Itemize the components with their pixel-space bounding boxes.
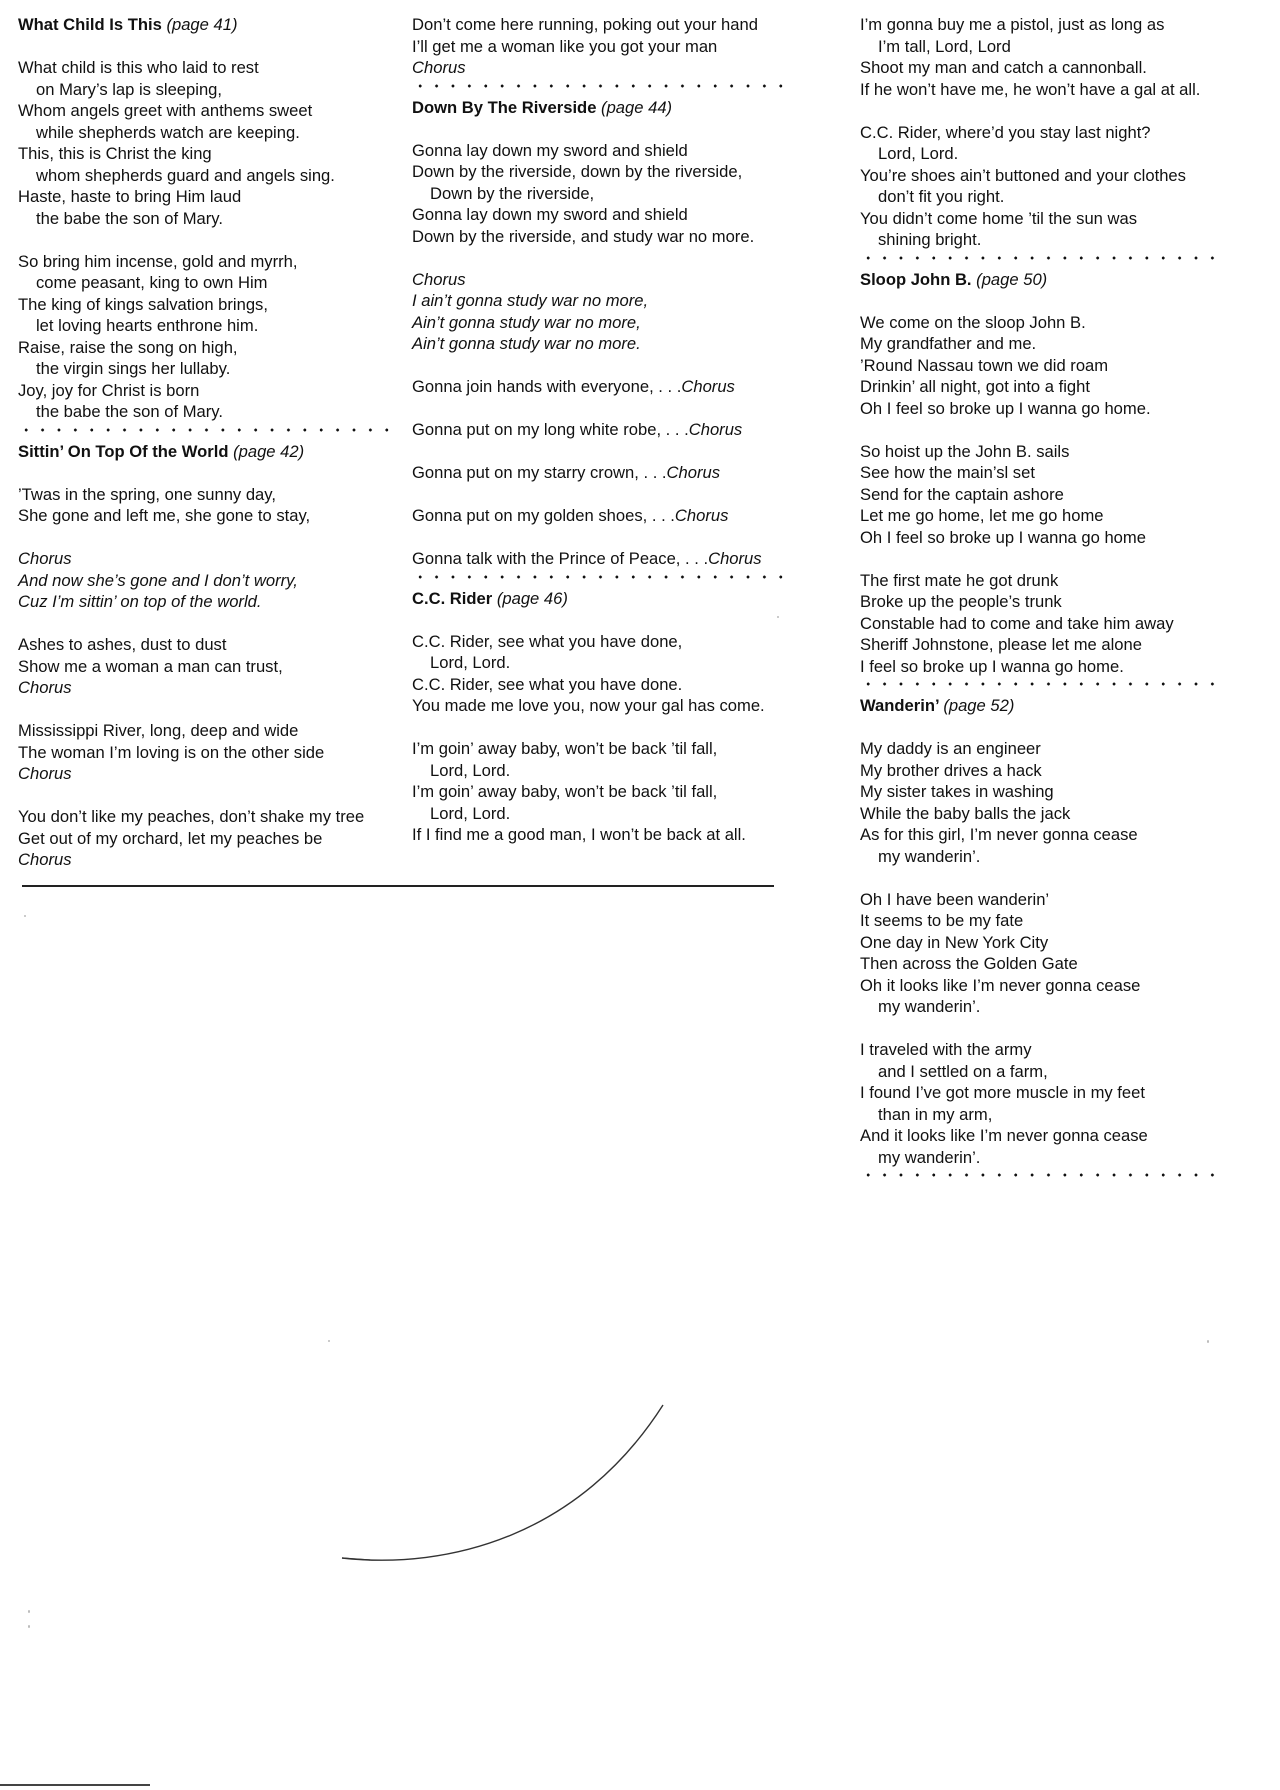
lyric-line [412,760,790,782]
song-title-text: Sloop John B. [860,269,972,289]
lyric-text: As for this girl, I’m never gonna cease [860,825,1138,844]
lyric-line [860,1125,1225,1147]
lyric-text: Constable had to come and take him away [860,613,1174,633]
lyric-text: ’Twas in the spring, one sunny day, [18,484,276,504]
lyric-text: Oh it looks like I’m never gonna cease [860,975,1141,995]
lyric-line [18,742,398,764]
chorus-line [18,677,398,699]
lyric-line [860,186,1225,208]
chorus-line [412,290,790,312]
lyric-text: This, this is Christ the king [18,144,212,163]
lyric-line [412,14,790,36]
lyric-line [860,355,1225,377]
page-reference: (page 50) [976,269,1048,289]
lyric-line [18,720,398,742]
lyric-text: Chorus [18,764,72,783]
page-reference: (page 42) [233,441,305,461]
lyric-text: I found I’ve got more muscle in my feet [860,1083,1145,1102]
lyric-line [860,570,1225,592]
lyric-line [860,634,1225,656]
stanza-gap [18,229,398,251]
lyric-text: the babe the son of Mary. [36,402,223,421]
song-lyrics [18,57,398,423]
lyric-text: Chorus [18,549,72,568]
lyric-line [18,484,398,506]
stanza-gap [412,484,790,506]
lyric-line [18,57,398,79]
page-reference: (page 41) [166,15,238,34]
dotted-separator [860,1172,1225,1178]
song-title [18,441,398,463]
stanza-gap [860,867,1225,889]
lyric-text: You’re shoes ain’t buttoned and your clothes [860,165,1186,185]
lyric-text: and I settled on a farm, [878,1061,1048,1081]
song-lyrics [412,14,790,79]
scan-speck [328,1340,330,1342]
chorus-reference: Chorus [674,506,729,525]
lyric-line [860,1147,1225,1169]
lyric-line [18,165,398,187]
lyric-line [860,932,1225,954]
lyric-text: Chorus [18,678,72,697]
lyric-text: She gone and left me, she gone to stay, [18,506,311,525]
song-title [412,588,790,610]
lyric-text: Lord, Lord. [430,803,511,823]
lyric-text: Sheriff Johnstone, please let me alone [860,635,1142,654]
lyric-line [860,462,1225,484]
lyric-text: C.C. Rider, where’d you stay last night? [860,122,1151,142]
lyric-text: The first mate he got drunk [860,570,1059,590]
lyric-line [412,183,790,205]
lyric-line [860,1061,1225,1083]
lyric-text: My brother drives a hack [860,760,1042,780]
song-lyrics [860,738,1225,1168]
page-reference: (page 44) [601,97,673,117]
lyric-line [860,1104,1225,1126]
lyric-text: While the baby balls the jack [860,803,1071,823]
stanza-gap [18,613,398,635]
lyric-text: Chorus [412,269,466,289]
lyric-text: Whom angels greet with anthems sweet [18,101,313,120]
lyric-line [412,548,790,570]
lyric-line [18,828,398,850]
lyric-line [860,165,1225,187]
lyric-line [412,824,790,846]
song-title-text: Wanderin’ [860,696,939,715]
chorus-line [18,763,398,785]
lyric-text: Broke up the people’s trunk [860,592,1062,611]
chorus-line [412,269,790,291]
song-title-text: What Child Is This [18,15,162,34]
page-reference: (page 52) [943,696,1015,715]
column-1 [18,14,398,871]
chorus-line [18,548,398,570]
stanza-gap [412,717,790,739]
lyric-line [18,251,398,273]
song-title [860,269,1225,291]
stanza-gap [18,527,398,549]
scan-speck [24,915,26,917]
stanza-gap [412,398,790,420]
lyric-line [860,57,1225,79]
lyric-text: We come on the sloop John B. [860,312,1086,332]
lyric-text: Oh I feel so broke up I wanna go home [860,527,1146,547]
lyric-line [860,760,1225,782]
chorus-reference: Chorus [666,463,721,482]
lyric-text: Lord, Lord. [430,653,511,672]
lyric-text: my wanderin’. [878,1147,981,1167]
song-title [860,695,1225,717]
lyric-text: Gonna talk with the Prince of Peace, . . . [412,549,709,568]
dotted-separator [412,83,790,89]
lyric-line [412,781,790,803]
lyric-text: And now she’s gone and I don’t worry, [18,570,298,590]
lyric-text: Show me a woman a man can trust, [18,656,283,676]
lyric-line [412,505,790,527]
stanza-gap [860,548,1225,570]
lyric-line [412,631,790,653]
song-lyrics [18,484,398,871]
stanza-gap [412,355,790,377]
lyric-line [412,462,790,484]
lyric-text: the virgin sings her lullaby. [36,359,231,378]
lyric-line [860,376,1225,398]
chorus-line [18,849,398,871]
lyric-text: Lord, Lord. [878,144,959,163]
lyric-line [860,36,1225,58]
lyric-text: Haste, haste to bring Him laud [18,187,242,206]
lyric-text: Down by the riverside, and study war no more. [412,226,755,246]
lyric-line [860,996,1225,1018]
scan-edge-line [0,1784,150,1786]
lyric-text: Oh I have been wanderin’ [860,889,1050,909]
lyric-line [860,591,1225,613]
lyric-line [412,226,790,248]
stanza-gap [860,419,1225,441]
lyric-text: So bring him incense, gold and myrrh, [18,251,298,271]
lyric-text: the babe the son of Mary. [36,208,223,228]
scan-speck [1207,1340,1209,1343]
lyric-text: Let me go home, let me go home [860,506,1104,525]
lyric-text: You made me love you, now your gal has come. [412,696,765,715]
stanza-gap [412,527,790,549]
column-bottom-rule [22,885,774,887]
stanza-gap [18,785,398,807]
lyric-text: my wanderin’. [878,997,981,1016]
lyric-text: Oh I feel so broke up I wanna go home. [860,398,1151,418]
song-block [860,269,1225,688]
lyric-text: Gonna lay down my sword and shield [412,205,688,224]
lyric-text: Raise, raise the song on high, [18,337,238,357]
lyric-line [860,505,1225,527]
lyric-line [860,953,1225,975]
lyric-text: Don’t come here running, poking out your hand [412,15,758,34]
lyric-text: Drinkin’ all night, got into a fight [860,377,1090,396]
lyric-line [860,910,1225,932]
lyric-text: ’Round Nassau town we did roam [860,355,1109,375]
column-2 [412,14,790,846]
stanza-gap [860,1018,1225,1040]
song-lyrics [412,140,790,570]
stray-pen-arc [330,1395,670,1575]
lyric-line [860,846,1225,868]
lyric-text: If he won’t have me, he won’t have a gal at all. [860,79,1201,99]
lyric-line [412,161,790,183]
lyric-text: Chorus [18,850,72,869]
chorus-line [412,57,790,79]
lyric-line [18,294,398,316]
song-block [18,441,398,871]
lyric-line [412,695,790,717]
lyric-text: The woman I’m loving is on the other side [18,742,325,762]
song-block [412,14,790,89]
chorus-line [412,312,790,334]
lyric-text: come peasant, king to own Him [36,273,268,292]
lyric-text: let loving hearts enthrone him. [36,316,259,335]
scan-speck [777,616,779,618]
lyric-line [860,208,1225,230]
lyric-line [18,143,398,165]
lyric-text: Joy, joy for Christ is born [18,380,200,400]
lyric-text: And it looks like I’m never gonna cease [860,1126,1148,1145]
lyric-text: Ashes to ashes, dust to dust [18,635,227,654]
lyric-line [860,1039,1225,1061]
song-block [412,588,790,846]
lyric-text: One day in New York City [860,932,1049,952]
lyric-line [18,806,398,828]
lyric-text: Gonna put on my golden shoes, . . . [412,506,675,525]
song-block [860,14,1225,261]
lyric-text: It seems to be my fate [860,911,1024,930]
lyric-line [18,358,398,380]
lyric-line [412,803,790,825]
lyric-text: on Mary’s lap is sleeping, [36,79,223,99]
lyric-text: shining bright. [878,230,982,249]
lyric-line [18,505,398,527]
dotted-separator [860,681,1225,687]
lyric-line [860,1082,1225,1104]
lyric-text: Gonna lay down my sword and shield [412,140,688,160]
lyric-text: Ain’t gonna study war no more. [412,334,641,353]
dotted-separator [412,574,790,580]
lyric-line [860,738,1225,760]
song-lyrics [860,312,1225,678]
lyric-text: What child is this who laid to rest [18,58,259,77]
lyric-text: I’m goin’ away baby, won’t be back ’til fall, [412,782,718,801]
stanza-gap [18,699,398,721]
scan-speck [28,1610,30,1613]
lyric-text: I’m gonna buy me a pistol, just as long as [860,15,1165,34]
lyric-line [412,419,790,441]
lyric-line [860,79,1225,101]
song-block [860,695,1225,1178]
stanza-gap [860,100,1225,122]
lyric-line [860,613,1225,635]
lyric-line [860,229,1225,251]
chorus-reference: Chorus [688,420,743,439]
lyric-text: The king of kings salvation brings, [18,294,268,314]
lyric-text: don’t fit you right. [878,187,1005,206]
lyric-text: than in my arm, [878,1104,993,1124]
lyric-line [18,100,398,122]
lyric-line [18,208,398,230]
lyric-line [860,398,1225,420]
dotted-separator [18,427,398,433]
lyric-text: Get out of my orchard, let my peaches be [18,828,323,848]
song-title-text: Down By The Riverside [412,97,597,117]
lyric-text: Lord, Lord. [430,760,511,780]
lyric-line [18,380,398,402]
lyric-text: Down by the riverside, down by the riverside, [412,162,743,181]
lyric-text: See how the main’sl set [860,463,1035,482]
lyric-line [860,484,1225,506]
stanza-gap [412,441,790,463]
scan-speck [28,1625,30,1628]
lyric-text: Cuz I’m sittin’ on top of the world. [18,592,262,611]
lyric-text: Shoot my man and catch a cannonball. [860,58,1147,77]
lyric-line [18,272,398,294]
lyric-text: whom shepherds guard and angels sing. [36,165,335,185]
lyric-line [412,652,790,674]
song-block [412,97,790,580]
song-lyrics [860,14,1225,251]
lyric-line [860,312,1225,334]
lyric-text: If I find me a good man, I won’t be back at all. [412,825,746,844]
song-title [18,14,398,36]
lyric-text: So hoist up the John B. sails [860,441,1070,461]
lyric-line [860,803,1225,825]
lyric-text: I’m tall, Lord, Lord [878,36,1011,56]
lyric-text: while shepherds watch are keeping. [36,122,300,142]
lyric-text: Gonna join hands with everyone, . . . [412,377,682,396]
lyric-line [860,14,1225,36]
lyric-line [860,333,1225,355]
lyric-line [412,674,790,696]
lyric-text: My sister takes in washing [860,782,1054,801]
lyric-text: Mississippi River, long, deep and wide [18,721,299,740]
column-3 [860,14,1225,1186]
chorus-reference: Chorus [708,549,762,568]
lyric-line [18,122,398,144]
lyric-text: C.C. Rider, see what you have done. [412,674,683,694]
lyric-line [412,204,790,226]
lyric-line [18,186,398,208]
lyric-line [18,634,398,656]
lyric-text: Send for the captain ashore [860,484,1064,504]
lyric-text: I’m goin’ away baby, won’t be back ’til fall, [412,739,718,758]
chorus-line [412,333,790,355]
lyric-text: C.C. Rider, see what you have done, [412,631,683,651]
lyric-line [860,122,1225,144]
lyric-line [18,79,398,101]
lyric-line [860,527,1225,549]
song-title [412,97,790,119]
dotted-separator [860,255,1225,261]
lyric-text: Then across the Golden Gate [860,954,1078,973]
lyric-text: I’ll get me a woman like you got your man [412,36,718,56]
lyric-line [18,656,398,678]
chorus-reference: Chorus [681,377,735,396]
lyric-line [860,143,1225,165]
lyric-text: I traveled with the army [860,1040,1032,1059]
lyric-line [860,656,1225,678]
lyric-text: My daddy is an engineer [860,739,1041,758]
lyric-line [412,738,790,760]
lyric-text: You don’t like my peaches, don’t shake my tree [18,807,365,826]
song-title-text: Sittin’ On Top Of the World [18,441,229,461]
lyric-text: I ain’t gonna study war no more, [412,291,649,310]
lyric-text: Down by the riverside, [430,183,595,203]
lyric-text: You didn’t come home ’til the sun was [860,208,1138,228]
song-block [18,14,398,433]
chorus-line [18,591,398,613]
lyric-line [860,441,1225,463]
lyric-line [412,140,790,162]
lyric-line [860,975,1225,997]
lyric-text: Gonna put on my long white robe, . . . [412,420,689,439]
song-lyrics [412,631,790,846]
lyric-text: Gonna put on my starry crown, . . . [412,463,667,482]
lyric-line [412,376,790,398]
lyric-line [18,315,398,337]
lyric-text: My grandfather and me. [860,334,1037,353]
lyric-text: Ain’t gonna study war no more, [412,312,641,332]
lyric-line [412,36,790,58]
lyric-text: I feel so broke up I wanna go home. [860,656,1124,676]
song-title-text: C.C. Rider [412,588,493,608]
lyric-text: Chorus [412,58,466,77]
stanza-gap [412,247,790,269]
lyric-line [18,337,398,359]
lyric-text: my wanderin’. [878,846,981,866]
lyric-line [18,401,398,423]
page-reference: (page 46) [496,588,568,608]
lyric-line [860,781,1225,803]
lyric-line [860,889,1225,911]
lyric-line [860,824,1225,846]
chorus-line [18,570,398,592]
